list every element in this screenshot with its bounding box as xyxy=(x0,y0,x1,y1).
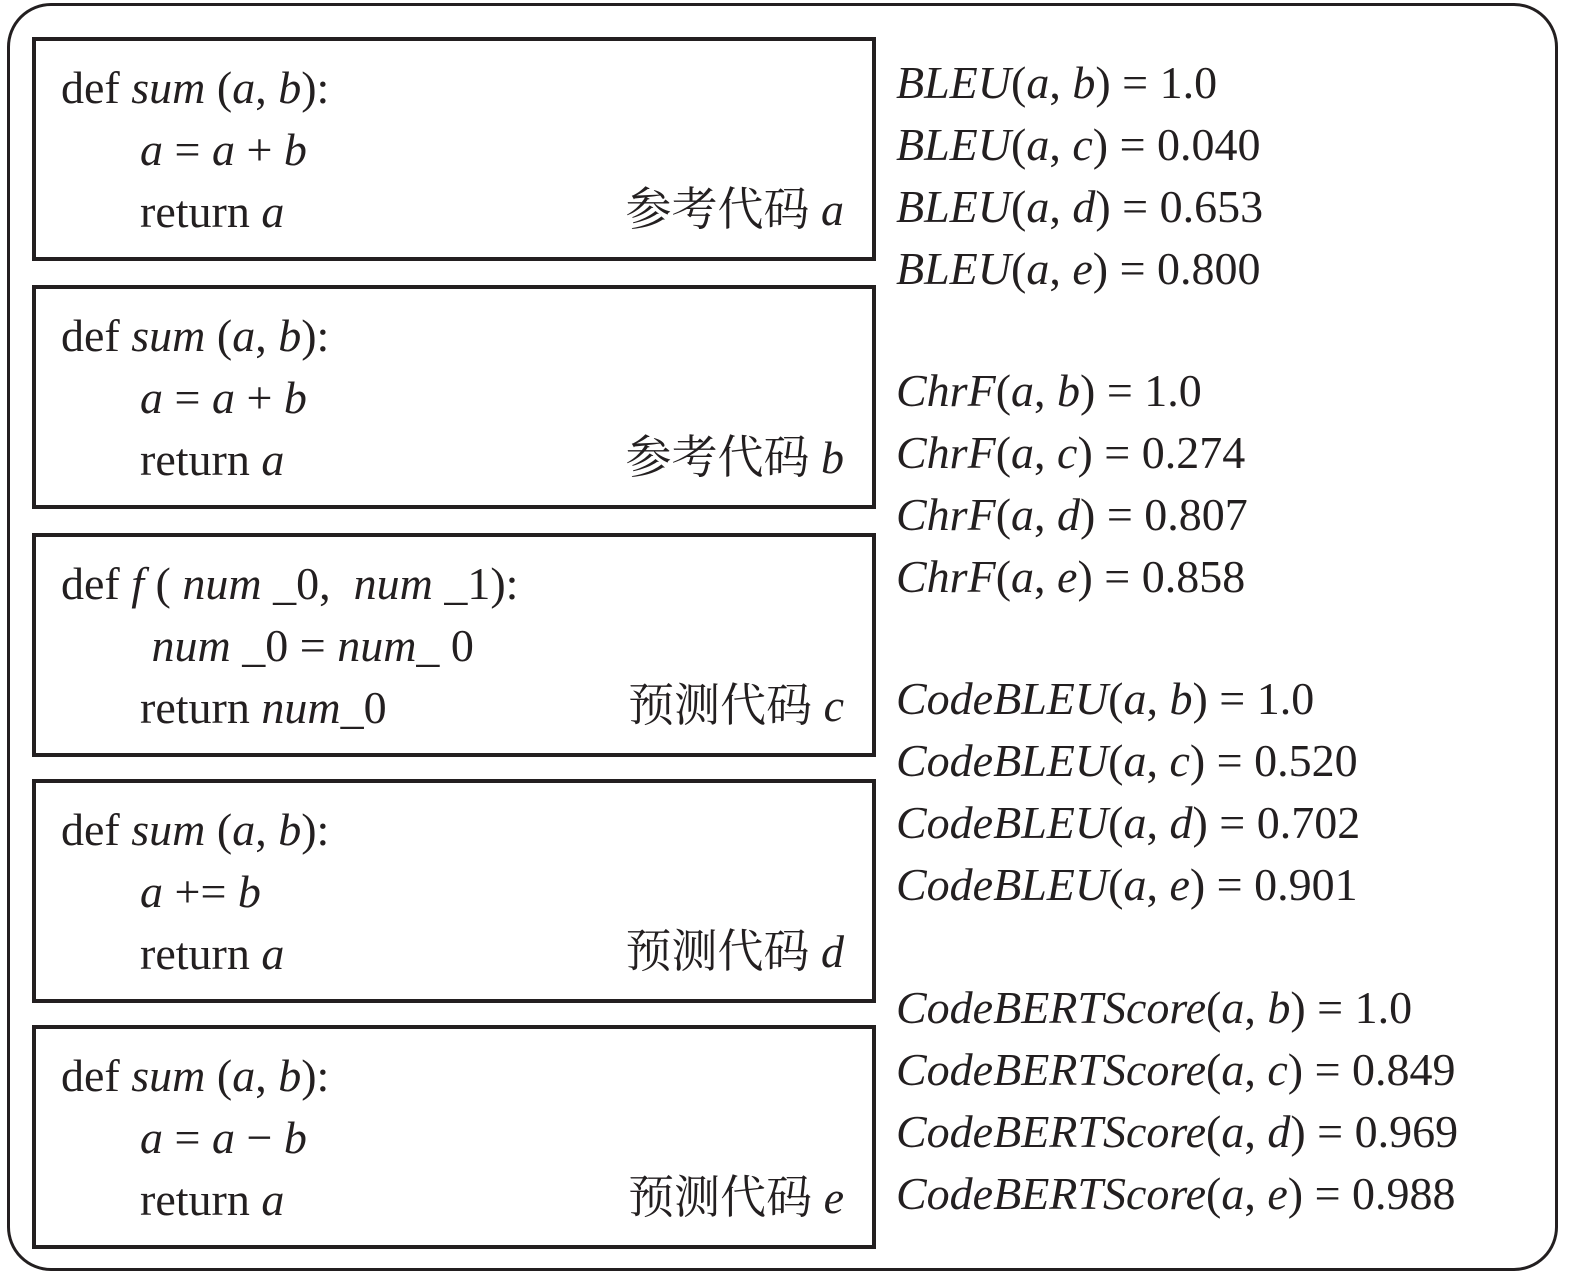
metric-punct: ) = xyxy=(1080,365,1145,416)
metric-punct: , xyxy=(1146,673,1170,724)
metric-pair: c xyxy=(1169,735,1190,786)
metric-name: BLEU xyxy=(896,119,1011,170)
metric-punct: ( xyxy=(1011,181,1027,232)
metric-value: 0.800 xyxy=(1157,243,1261,294)
code-label xyxy=(628,680,844,731)
metric-punct: ( xyxy=(1011,119,1027,170)
metric-pair: c xyxy=(1072,119,1093,170)
metric-pair: c xyxy=(1267,1044,1288,1095)
code-line xyxy=(140,372,307,423)
code-line xyxy=(61,310,330,361)
metric-name: CodeBERTScore xyxy=(896,1168,1207,1219)
code-line xyxy=(61,62,330,113)
code-line xyxy=(140,124,307,175)
code-token: a xyxy=(232,310,256,361)
metric-ref: a xyxy=(1011,365,1035,416)
code-label-var: b xyxy=(821,432,844,483)
code-token: ( xyxy=(205,1050,233,1101)
code-label xyxy=(625,926,845,977)
metric-ref: a xyxy=(1221,1106,1245,1157)
metric-row xyxy=(896,119,1261,170)
metric-row xyxy=(896,673,1315,724)
code-token: + xyxy=(234,124,284,175)
code-token: b xyxy=(278,310,302,361)
metric-pair: b xyxy=(1267,982,1291,1033)
code-token: b xyxy=(278,1050,302,1101)
metric-row xyxy=(896,797,1361,848)
metric-ref: a xyxy=(1221,982,1245,1033)
metric-row xyxy=(896,1168,1456,1219)
code-label-text: 参考代码 xyxy=(625,432,810,483)
code-line xyxy=(61,1050,330,1101)
code-label-text: 参考代码 xyxy=(625,184,810,235)
code-token: , xyxy=(255,62,279,113)
code-token: def xyxy=(61,62,132,113)
metric-name: CodeBLEU xyxy=(896,797,1109,848)
metric-row xyxy=(896,365,1202,416)
metric-ref: a xyxy=(1026,243,1050,294)
code-token: a xyxy=(140,372,163,423)
code-token: def xyxy=(61,310,132,361)
code-line xyxy=(61,558,519,609)
metric-punct: ( xyxy=(1108,735,1124,786)
metric-pair: b xyxy=(1169,673,1193,724)
code-token: return xyxy=(140,1174,262,1225)
metric-name: CodeBERTScore xyxy=(896,982,1207,1033)
metric-punct: , xyxy=(1049,119,1073,170)
metric-punct: ) = xyxy=(1080,489,1145,540)
metric-name: BLEU xyxy=(896,57,1011,108)
code-token: ( xyxy=(144,558,183,609)
metric-punct: ( xyxy=(1108,859,1124,910)
metric-value: 0.702 xyxy=(1256,797,1361,848)
metric-pair: d xyxy=(1267,1106,1291,1157)
metric-punct: ( xyxy=(1011,243,1027,294)
metric-value: 0.858 xyxy=(1141,551,1246,602)
code-token: sum xyxy=(131,310,206,361)
code-line xyxy=(140,1174,285,1225)
code-token: sum xyxy=(131,1050,206,1101)
code-token: , xyxy=(255,1050,279,1101)
code-token: sum xyxy=(131,62,206,113)
metric-punct: , xyxy=(1244,982,1268,1033)
metric-ref: a xyxy=(1221,1044,1245,1095)
metric-row xyxy=(896,57,1218,108)
code-label-var: e xyxy=(823,1172,844,1223)
code-token: = xyxy=(163,124,212,175)
metric-name: CodeBERTScore xyxy=(896,1044,1207,1095)
code-token: num xyxy=(353,558,433,609)
metric-value: 0.274 xyxy=(1141,427,1246,478)
metric-punct: ) = xyxy=(1287,1044,1353,1095)
code-token: num xyxy=(337,620,417,671)
metric-ref: a xyxy=(1221,1168,1245,1219)
code-box-e xyxy=(32,1025,876,1249)
metric-value: 0.040 xyxy=(1157,119,1261,170)
metric-punct: ) = xyxy=(1092,119,1158,170)
metric-pair: e xyxy=(1072,243,1093,294)
metric-ref: a xyxy=(1026,181,1050,232)
code-token: a xyxy=(140,1112,163,1163)
code-token: _1): xyxy=(432,558,519,609)
metric-punct: ) = xyxy=(1287,1168,1353,1219)
code-token: return xyxy=(140,928,262,979)
metric-name: CodeBLEU xyxy=(896,735,1109,786)
metric-punct: , xyxy=(1244,1106,1268,1157)
metric-value: 1.0 xyxy=(1256,673,1315,724)
code-token: sum xyxy=(131,804,206,855)
metric-pair: e xyxy=(1057,551,1078,602)
metric-name: CodeBLEU xyxy=(896,859,1109,910)
metric-ref: a xyxy=(1026,57,1050,108)
code-label-var: a xyxy=(821,184,844,235)
metric-punct: , xyxy=(1146,797,1170,848)
metric-value: 0.969 xyxy=(1354,1106,1459,1157)
code-label-var: d xyxy=(821,926,844,977)
metric-name: ChrF xyxy=(896,489,996,540)
metric-punct: , xyxy=(1034,551,1058,602)
code-token: a xyxy=(232,804,256,855)
code-label xyxy=(625,184,845,235)
code-token: = xyxy=(163,372,212,423)
metric-punct: ( xyxy=(995,489,1012,540)
metric-pair: d xyxy=(1169,797,1193,848)
metric-punct: ( xyxy=(1108,673,1124,724)
metric-punct: ( xyxy=(1206,982,1222,1033)
metric-punct: ) = xyxy=(1290,1106,1355,1157)
metric-row xyxy=(896,551,1246,602)
code-line xyxy=(140,620,474,671)
metric-row xyxy=(896,427,1246,478)
metric-value: 1.0 xyxy=(1354,982,1413,1033)
metric-pair: d xyxy=(1072,181,1096,232)
code-token: a xyxy=(140,866,163,917)
code-line xyxy=(140,682,387,733)
metric-value: 0.653 xyxy=(1159,181,1264,232)
metric-punct: , xyxy=(1049,57,1073,108)
code-token: b xyxy=(283,124,307,175)
metric-row xyxy=(896,181,1264,232)
code-line xyxy=(140,434,285,485)
metric-name: BLEU xyxy=(896,243,1011,294)
code-box-b xyxy=(32,285,876,509)
metric-value: 0.807 xyxy=(1144,489,1248,540)
code-token: ): xyxy=(301,310,330,361)
metric-punct: ) = xyxy=(1192,797,1257,848)
metric-pair: b xyxy=(1072,57,1096,108)
code-token: num xyxy=(261,682,341,733)
metric-row xyxy=(896,1106,1459,1157)
code-line xyxy=(61,804,330,855)
metric-punct: , xyxy=(1049,243,1073,294)
code-token: _0 xyxy=(340,682,387,733)
metric-punct: , xyxy=(1146,859,1170,910)
metric-name: ChrF xyxy=(896,427,996,478)
code-token: f xyxy=(131,558,145,609)
metric-row xyxy=(896,982,1413,1033)
code-token: b xyxy=(283,1112,307,1163)
code-token: = xyxy=(163,1112,212,1163)
metric-punct: ) = xyxy=(1189,859,1255,910)
metric-name: ChrF xyxy=(896,365,996,416)
code-token: a xyxy=(140,124,163,175)
metric-punct: , xyxy=(1244,1044,1268,1095)
code-line xyxy=(140,928,285,979)
metric-pair: e xyxy=(1169,859,1190,910)
code-token: ( xyxy=(205,62,233,113)
metric-row xyxy=(896,735,1358,786)
metric-pair: c xyxy=(1057,427,1078,478)
metric-value: 0.520 xyxy=(1254,735,1358,786)
code-label-var: c xyxy=(823,680,844,731)
code-token: a xyxy=(211,124,235,175)
metric-punct: , xyxy=(1034,427,1058,478)
code-label-text: 预测代码 xyxy=(628,680,813,731)
metric-row xyxy=(896,1044,1456,1095)
code-token: − xyxy=(234,1112,284,1163)
metric-ref: a xyxy=(1123,797,1147,848)
code-token: + xyxy=(234,372,284,423)
metric-punct: ) = xyxy=(1095,57,1160,108)
metric-name: CodeBLEU xyxy=(896,673,1109,724)
metric-ref: a xyxy=(1123,859,1147,910)
metric-ref: a xyxy=(1011,427,1035,478)
code-token: , xyxy=(255,310,279,361)
metric-punct: ( xyxy=(1108,797,1124,848)
metric-pair: e xyxy=(1267,1168,1288,1219)
metric-punct: ( xyxy=(1206,1168,1222,1219)
metric-punct: ( xyxy=(995,365,1012,416)
metric-row xyxy=(896,243,1261,294)
metric-name: BLEU xyxy=(896,181,1011,232)
metric-ref: a xyxy=(1123,735,1147,786)
metric-value: 1.0 xyxy=(1159,57,1218,108)
code-label xyxy=(628,1172,844,1223)
metric-punct: , xyxy=(1244,1168,1268,1219)
code-label xyxy=(625,432,845,483)
code-token: a xyxy=(261,1174,285,1225)
code-token: += xyxy=(163,866,238,917)
code-token: _0 = xyxy=(230,620,338,671)
metric-ref: a xyxy=(1011,489,1035,540)
metric-punct: ) = xyxy=(1077,427,1142,478)
code-token: return xyxy=(140,434,262,485)
metric-value: 0.849 xyxy=(1352,1044,1456,1095)
metric-name: CodeBERTScore xyxy=(896,1106,1207,1157)
code-box-c xyxy=(32,533,876,757)
code-line xyxy=(140,186,285,237)
code-token: a xyxy=(261,186,285,237)
metric-punct: ( xyxy=(1206,1106,1222,1157)
metric-ref: a xyxy=(1123,673,1147,724)
code-token: _ 0 xyxy=(416,620,474,671)
code-token: ): xyxy=(301,62,330,113)
metric-punct: ) = xyxy=(1290,982,1355,1033)
metric-punct: ) = xyxy=(1192,673,1257,724)
metric-ref: a xyxy=(1026,119,1050,170)
metric-punct: ( xyxy=(995,551,1012,602)
metric-punct: , xyxy=(1034,365,1058,416)
metric-pair: b xyxy=(1057,365,1081,416)
metric-punct: ) = xyxy=(1189,735,1255,786)
code-label-text: 预测代码 xyxy=(628,1172,813,1223)
metric-value: 1.0 xyxy=(1144,365,1202,416)
code-token: , xyxy=(255,804,279,855)
metric-value: 0.901 xyxy=(1254,859,1358,910)
metric-pair: d xyxy=(1057,489,1081,540)
code-token: a xyxy=(232,62,256,113)
metric-punct: , xyxy=(1034,489,1058,540)
code-token: a xyxy=(211,372,235,423)
metric-punct: ( xyxy=(995,427,1012,478)
metric-punct: ) = xyxy=(1095,181,1160,232)
code-token: a xyxy=(232,1050,256,1101)
code-token: b xyxy=(278,62,302,113)
code-token: b xyxy=(278,804,302,855)
code-token: ): xyxy=(301,804,330,855)
code-token: ): xyxy=(301,1050,330,1101)
code-token: a xyxy=(211,1112,235,1163)
code-box-d xyxy=(32,779,876,1003)
metric-row xyxy=(896,859,1358,910)
code-line xyxy=(140,866,261,917)
metric-punct: ) = xyxy=(1092,243,1158,294)
code-token: def xyxy=(61,804,132,855)
code-token: def xyxy=(61,1050,132,1101)
code-token: num xyxy=(140,620,231,671)
code-token: return xyxy=(140,682,262,733)
code-token: a xyxy=(261,434,285,485)
code-token: return xyxy=(140,186,262,237)
metric-ref: a xyxy=(1011,551,1035,602)
metric-punct: ( xyxy=(1206,1044,1222,1095)
metric-punct: , xyxy=(1146,735,1170,786)
code-label-text: 预测代码 xyxy=(625,926,810,977)
code-line xyxy=(140,1112,307,1163)
code-token: def xyxy=(61,558,132,609)
code-token: num xyxy=(182,558,262,609)
code-box-a xyxy=(32,37,876,261)
metric-punct: , xyxy=(1049,181,1073,232)
code-token: b xyxy=(237,866,261,917)
metric-value: 0.988 xyxy=(1352,1168,1456,1219)
code-token: a xyxy=(261,928,285,979)
metric-punct: ) = xyxy=(1077,551,1142,602)
metric-name: ChrF xyxy=(896,551,996,602)
code-token: ( xyxy=(205,310,233,361)
metric-row xyxy=(896,489,1248,540)
code-token: b xyxy=(283,372,307,423)
code-token: _0, xyxy=(261,558,354,609)
metric-punct: ( xyxy=(1011,57,1027,108)
code-token: ( xyxy=(205,804,233,855)
